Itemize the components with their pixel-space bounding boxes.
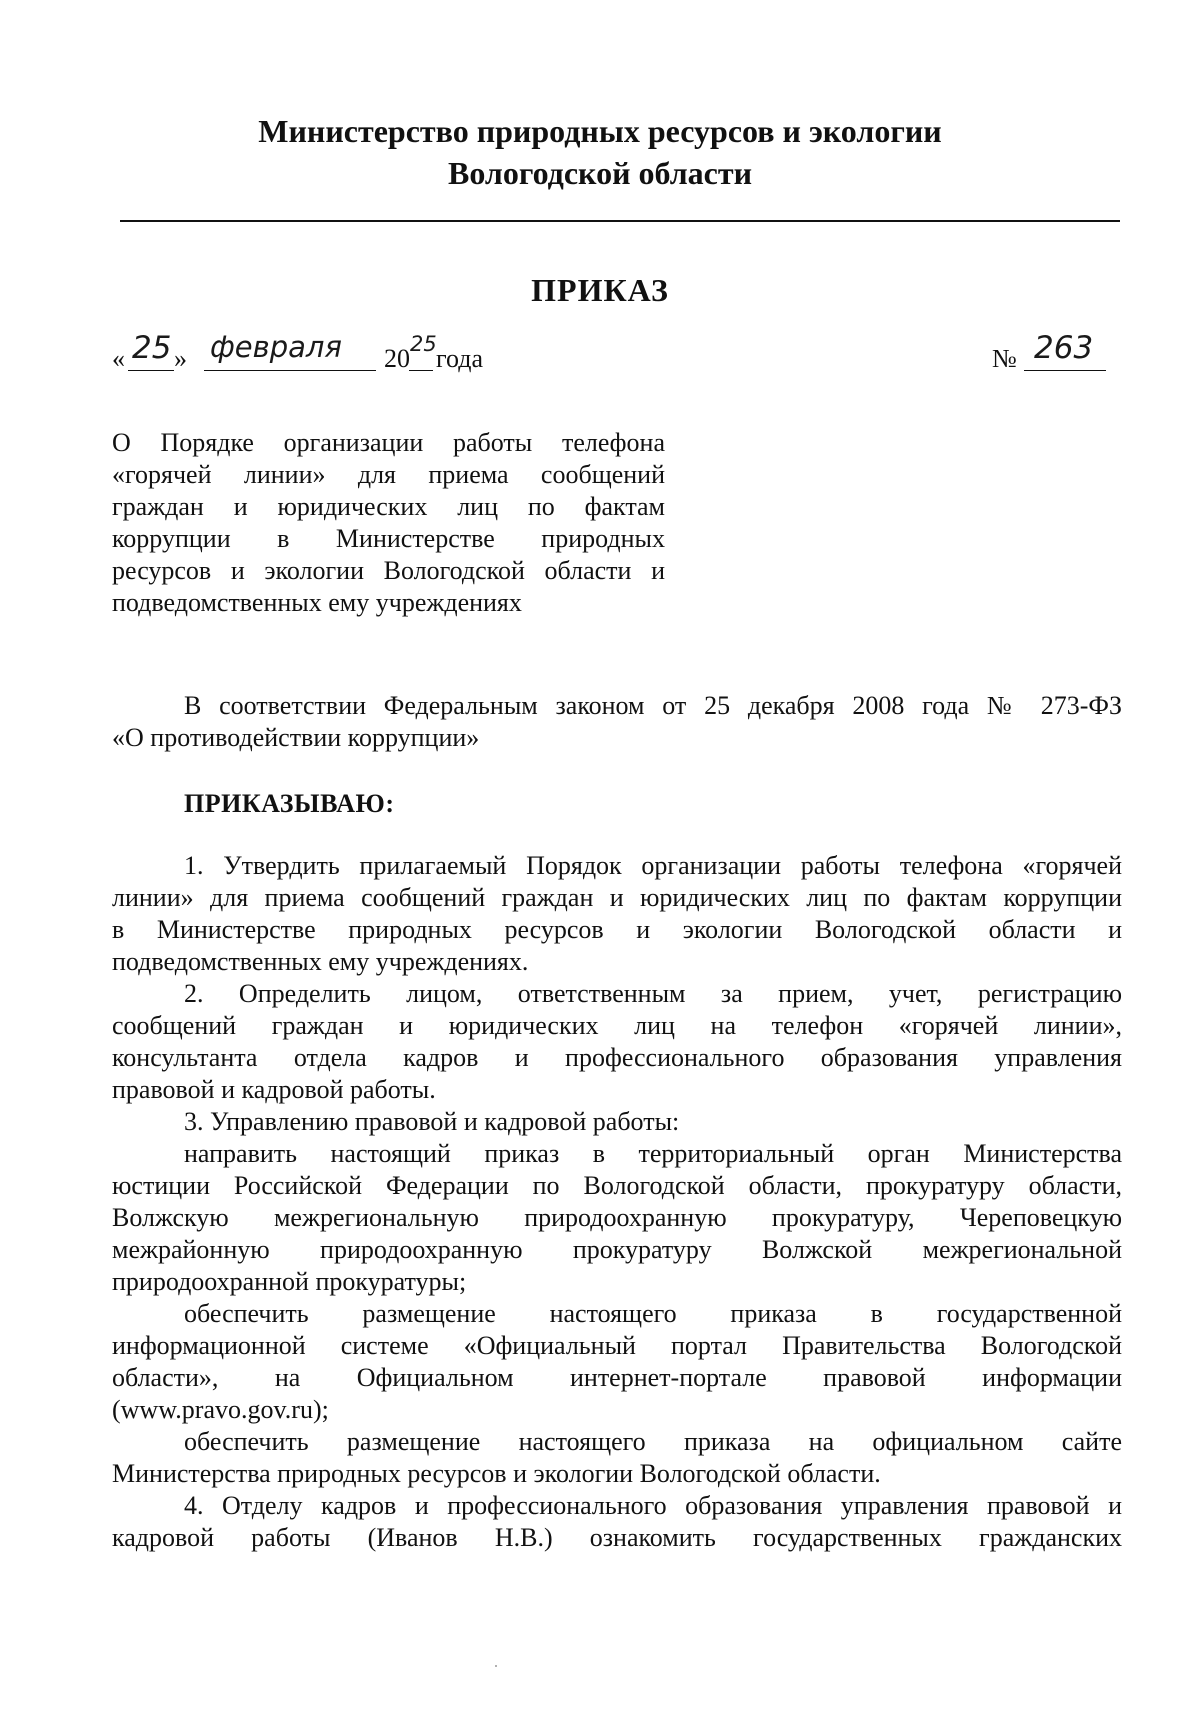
scan-speck [495, 1665, 497, 1667]
subject-line: граждан и юридических лиц по фактам [112, 492, 665, 521]
number-sign: № [992, 344, 1017, 373]
spacer [112, 754, 1122, 788]
document-title: ПРИКАЗ [531, 272, 669, 308]
item3a-line: юстиции Российской Федерации по Вологодской области, прокуратуру области, [112, 1171, 1122, 1200]
item1-line: линии» для приема сообщений граждан и юридических лиц по фактам коррупции [112, 883, 1122, 912]
item3-line: 3. Управлению правовой и кадровой работы: [184, 1107, 680, 1136]
handwritten-month: февраля [210, 330, 342, 364]
subject-line: коррупции в Министерстве природных [112, 524, 665, 553]
item3b-line: области», на Официальном интернет-портале правовой информации [112, 1363, 1122, 1392]
subject-line: подведомственных ему учреждениях [112, 588, 522, 617]
subject-block [112, 427, 665, 619]
item3b-line: обеспечить размещение настоящего приказа в государственной [184, 1299, 1122, 1328]
item3b-line: (www.pravo.gov.ru); [112, 1395, 329, 1424]
month-underline [204, 370, 376, 371]
year-suffix: года [436, 344, 484, 373]
item2-line: сообщений граждан и юридических лиц на телефон «горячей линии», [112, 1011, 1122, 1040]
document-body [112, 690, 1122, 1554]
handwritten-day: 25 [132, 330, 172, 366]
item2-line: консультанта отдела кадров и профессионального образования управления [112, 1043, 1122, 1072]
ministry-name-line2: Вологодской области [447, 155, 753, 191]
handwritten-year: 25 [410, 332, 437, 356]
item1-line: 1. Утвердить прилагаемый Порядок организации работы телефона «горячей [184, 851, 1122, 880]
subject-line: ресурсов и экологии Вологодской области и [112, 556, 665, 585]
item1-line: подведомственных ему учреждениях. [112, 947, 529, 976]
preamble-line: В соответствии Федеральным законом от 25 декабря 2008 года № 273-ФЗ [184, 691, 1122, 720]
year-prefix: 20 [384, 344, 410, 373]
item4-line: 4. Отделу кадров и профессионального образования управления правовой и [184, 1491, 1122, 1520]
date-number-line [112, 330, 1122, 376]
ministry-header [0, 110, 1200, 194]
date-open-quote: « [112, 344, 125, 373]
subject-line: О Порядке организации работы телефона [112, 428, 665, 457]
item3a-line: межрайонную природоохранную прокуратуру Волжской межрегиональной [112, 1235, 1122, 1264]
item4-line: кадровой работы (Иванов Н.В.) ознакомить государственных гражданских [112, 1523, 1122, 1552]
item3a-line: природоохранной прокуратуры; [112, 1267, 467, 1296]
day-underline [128, 370, 174, 371]
item3a-line: Волжскую межрегиональную природоохранную прокуратуру, Череповецкую [112, 1203, 1122, 1232]
item3c-line: Министерства природных ресурсов и экологии Вологодской области. [112, 1459, 881, 1488]
item3c-line: обеспечить размещение настоящего приказа на официальном сайте [184, 1427, 1122, 1456]
ministry-name-line1: Министерство природных ресурсов и экологии [258, 113, 942, 149]
subject-line: «горячей линии» для приема сообщений [112, 460, 665, 489]
number-underline [1024, 370, 1106, 371]
preamble-line: «О противодействии коррупции» [112, 723, 480, 752]
order-word: ПРИКАЗЫВАЮ: [184, 789, 395, 818]
item1-line: в Министерстве природных ресурсов и экологии Вологодской области и [112, 915, 1122, 944]
item3b-line: информационной системе «Официальный портал Правительства Вологодской [112, 1331, 1122, 1360]
date-close-quote: » [174, 344, 187, 373]
handwritten-number: 263 [1034, 330, 1094, 366]
spacer [112, 820, 1122, 850]
item2-line: 2. Определить лицом, ответственным за прием, учет, регистрацию [184, 979, 1122, 1008]
item3a-line: направить настоящий приказ в территориальный орган Министерства [184, 1139, 1122, 1168]
header-divider [120, 220, 1120, 222]
year-underline [409, 370, 433, 371]
item2-line: правовой и кадровой работы. [112, 1075, 436, 1104]
